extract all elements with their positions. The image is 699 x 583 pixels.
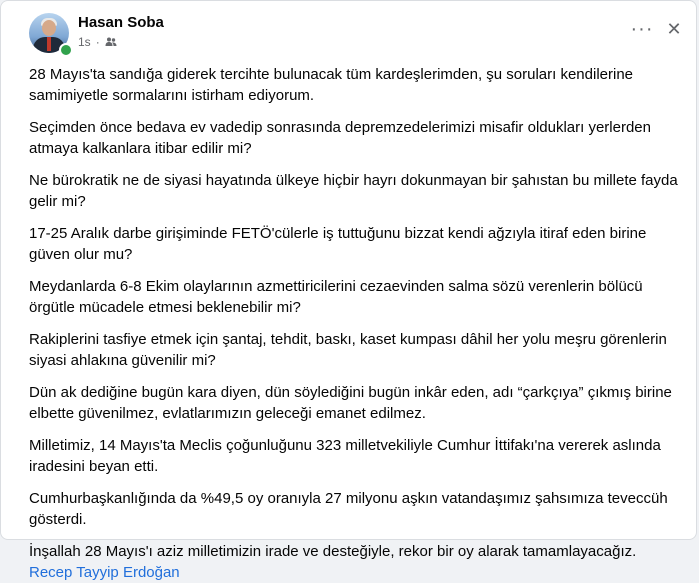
friends-icon[interactable] [105,36,117,48]
meta-separator: · [95,35,100,49]
post-paragraph: 17-25 Aralık darbe girişiminde FETÖ'cülerle iş tuttuğunu bizzat kendi ağzıyla itiraf eden birine güven olur mu? [29,225,647,263]
post-paragraph: Milletimiz, 14 Mayıs'ta Meclis çoğunluğunu 323 milletvekiliyle Cumhur İttifakı'na vererek aslında iradesini beyan etti. [29,437,661,475]
post-paragraph: Ne bürokratik ne de siyasi hayatında ülkeye hiçbir hayrı dokunmayan bir şahıstan bu millete fayda gelir mi? [29,172,678,210]
post-meta [78,35,117,49]
mention-link[interactable]: Recep Tayyip Erdoğan [29,564,180,581]
post-paragraph: İnşallah 28 Mayıs'ı aziz milletimizin irade ve desteğiyle, rekor bir oy alarak tamamlayacağız. [29,543,637,560]
post-time[interactable]: 1s [78,35,91,49]
post-paragraph: Rakiplerini tasfiye etmek için şantaj, tehdit, baskı, kaset kumpası dâhil her yolu meşru görenlerin siyasi ahlakına güvenilir mi? [29,331,667,369]
close-button[interactable]: ✕ [662,17,686,41]
post-text [29,64,681,583]
more-options-button[interactable]: ··· [628,17,656,41]
avatar-face [42,20,56,36]
post-paragraph: Meydanlarda 6-8 Ekim olaylarının azmettiricilerini cezaevinden salma sözü verenlerin bölücü örgütle mücadele etmesi beklenebilir mi? [29,278,643,316]
online-status-icon [59,43,73,57]
author-name[interactable]: Hasan Soba [78,14,164,31]
post-paragraph: 28 Mayıs'ta sandığa giderek tercihte bulunacak tüm kardeşlerimden, şu soruları kendilerine samimiyetle sormalarını istirham ediyorum. [29,66,634,104]
avatar-tie [47,37,51,51]
post-header [29,9,680,57]
post-paragraph: Seçimden önce bedava ev vadedip sonrasında depremzedelerimizi misafir oldukları yerlerden atmaya kalkanlara itibar edilir mi? [29,119,651,157]
post-paragraph: Cumhurbaşkanlığında da %49,5 oy oranıyla 27 milyonu aşkın vatandaşımız şahsımıza teveccüh gösterdi. [29,490,668,528]
post-paragraph: Dün ak dediğine bugün kara diyen, dün söylediğini bugün inkâr eden, adı “çarkçıya” çıkmış birine elbette güvenilmez, evlatlarımızın geleceği emanet edilmez. [29,384,672,422]
